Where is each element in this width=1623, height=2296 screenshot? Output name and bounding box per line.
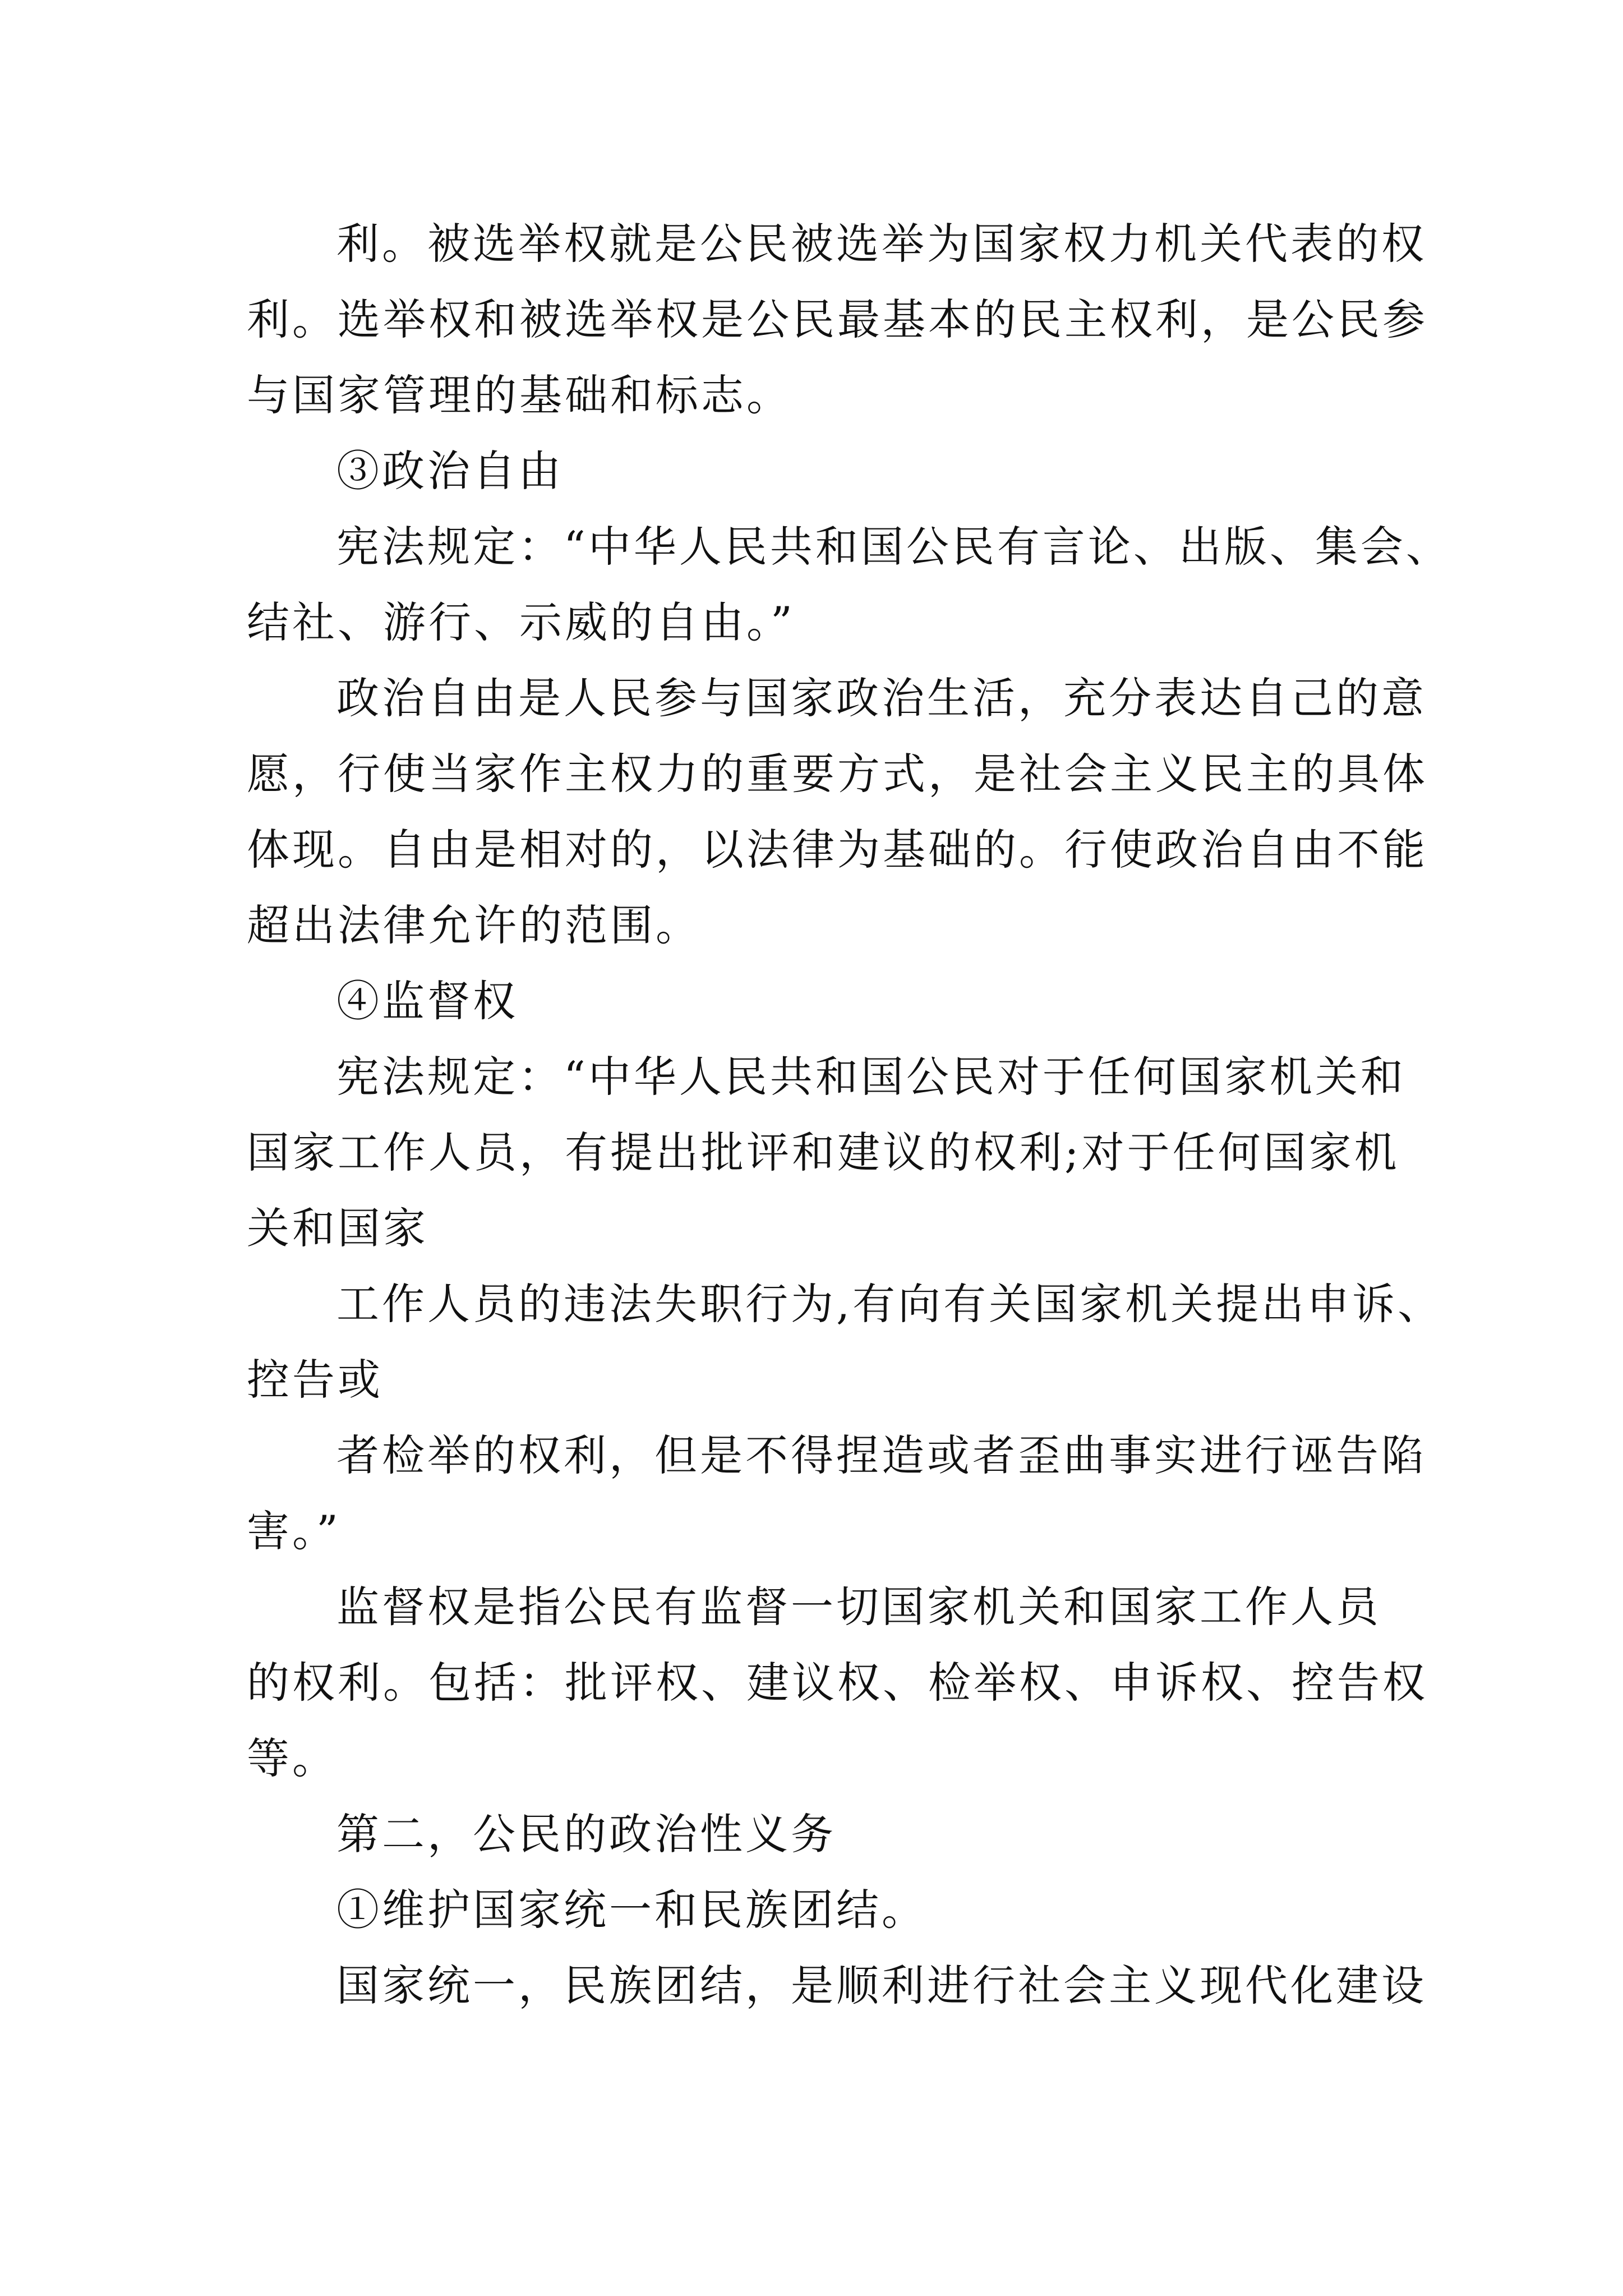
text-line: 结社、游行、示威的自由。” [247,597,795,647]
text-line: 宪法规定：“中华人民共和国公民有言论、出版、集会、 [336,522,1451,572]
text-line: 利。选举权和被选举权是公民最基本的民主权利，是公民参 [247,295,1428,344]
text-line: 监督权是指公民有监督一切国家机关和国家工作人员 [336,1582,1381,1632]
section-heading: 第二，公民的政治性义务 [336,1809,836,1859]
text-line: 关和国家 [247,1203,428,1253]
text-line: 控告或 [247,1355,383,1405]
text-line: 政治自由是人民参与国家政治生活，充分表达自己的意 [336,673,1427,723]
text-line: 宪法规定：“中华人民共和国公民对于任何国家机关和 [336,1052,1406,1102]
text-line: 者检举的权利，但是不得捏造或者歪曲事实进行诬告陷 [336,1430,1427,1480]
text-line: 利。被选举权就是公民被选举为国家权力机关代表的权 [336,219,1427,269]
text-line: 超出法律允许的范围。 [247,900,701,950]
text-line: 国家统一，民族团结，是顺利进行社会主义现代化建设 [336,1961,1427,2010]
text-line: 的权利。包括：批评权、建议权、检举权、申诉权、控告权 [247,1658,1428,1708]
text-line: ①维护国家统一和民族团结。 [336,1885,927,1935]
text-line: 害。” [247,1506,341,1556]
text-line: 体现。自由是相对的，以法律为基础的。行使政治自由不能 [247,825,1428,875]
section-heading: ③政治自由 [336,446,564,496]
text-line: 愿，行使当家作主权力的重要方式，是社会主义民主的具体 [247,749,1428,799]
text-line: 与国家管理的基础和标志。 [247,370,792,420]
text-line: 国家工作人员，有提出批评和建议的权利;对于任何国家机 [247,1128,1400,1177]
text-line: 工作人员的违法失职行为,有向有关国家机关提出申诉、 [336,1279,1444,1329]
text-line: 等。 [247,1733,338,1783]
section-heading: ④监督权 [336,976,518,1026]
